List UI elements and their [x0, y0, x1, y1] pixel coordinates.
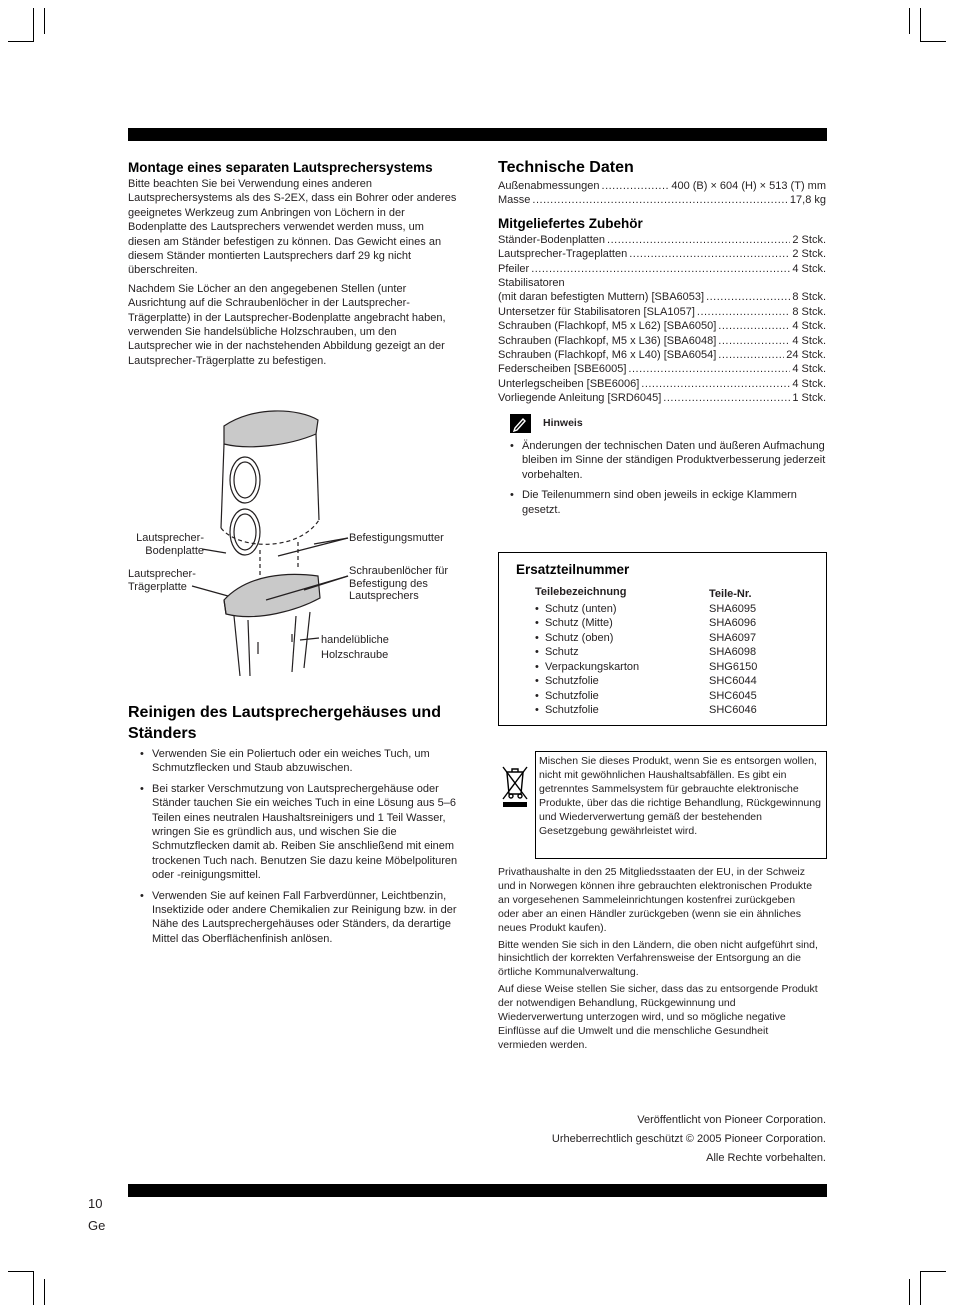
copyright-line: Urheberrechtlich geschützt © 2005 Pioneer Corporation.: [551, 1133, 826, 1145]
clean-section: [128, 702, 463, 952]
speaker-mount-figure: [128, 410, 468, 690]
clean-heading: Reinigen des Lautsprechergehäuses und Ständers: [128, 704, 441, 742]
page-language: Ge: [88, 1218, 106, 1233]
page-number: 10: [88, 1196, 103, 1211]
label-traegerplatte: Lautsprecher- Trägerplatte: [128, 568, 196, 593]
accessory-row: Schrauben (Flachkopf, M5 x L36) [SBA6048] ..... 4 Stck.: [498, 334, 826, 348]
weee-box: [535, 751, 827, 859]
parts-row: • Schutz SHA6098: [535, 646, 757, 658]
parts-col-no: Teile-Nr.: [709, 588, 752, 600]
note-section: [498, 414, 828, 523]
mount-heading: Montage eines separaten Lautsprechersystems: [128, 160, 433, 175]
accessories-heading: Mitgeliefertes Zubehör: [498, 215, 643, 231]
disposal-section: [498, 866, 818, 1057]
note-title: Hinweis: [543, 417, 583, 430]
parts-row: • Verpackungskarton SHG6150: [535, 660, 758, 673]
publisher-line: Veröffentlicht von Pioneer Corporation.: [637, 1114, 826, 1126]
rights-line: Alle Rechte vorbehalten.: [706, 1152, 826, 1164]
parts-table: [535, 585, 757, 718]
accessory-row: Ständer-Bodenplatten ..... 2 Stck.: [498, 233, 826, 247]
note-item: • Änderungen der technischen Daten und äußeren Aufmachung bleiben im Sinne der ständigen Produktverbesserung jederzeit vorbehalten.: [498, 439, 828, 482]
parts-row: • Schutz (Mitte) SHA6096: [535, 617, 757, 629]
accessory-row: Vorliegende Anleitung [SRD6045] ..... 1 Stck.: [498, 391, 826, 405]
parts-heading: Ersatzteilnummer: [516, 562, 630, 577]
parts-row: • Schutz (unten) SHA6095: [535, 602, 757, 615]
mount-section: [128, 159, 458, 372]
clean-item: • Bei starker Verschmutzung von Lautsprechergehäuse oder Ständer tauchen Sie ein weiches Tuch in eine Lösung aus 5–6 Teilen eines neutralen Haushaltsreinigers und 1 Teil Wasser, wringen Sie es gründlich aus, und wischen Sie die Schmutzflecken damit ab. Reiben Sie anschließend mit einem trockenen Tuch nach. Benutzen Sie dazu keine Möbelpolituren oder -reinigungsmittel.: [128, 782, 463, 883]
accessory-row: Federscheiben [SBE6005] ..... 4 Stck.: [498, 362, 826, 376]
accessory-row: Stabilisatoren: [498, 277, 565, 290]
weee-text: Mischen Sie dieses Produkt, wenn Sie es entsorgen wollen, nicht mit gewöhnlichen Haushaltsabfällen. Es gibt ein getrenntes Sammelsystem für gebrauchte elektronische Produkte, über das die richtige Behandlung, Rückgewinnung und Wiederverwertung gemäß der bestehenden Gesetzgebung gewährleistet wird.: [539, 755, 821, 837]
accessory-row: Pfeiler ..... 4 Stck.: [498, 262, 826, 276]
clean-list: [128, 747, 463, 946]
disposal-paragraph: Auf diese Weise stellen Sie sicher, dass das zu entsorgende Produkt der notwendigen Behandlung, Rückgewinnung und Wiederverwertung unterzogen wird, und so mögliche negative Einflüsse auf die Umwelt und die menschliche Gesundheit vermieden werden.: [498, 983, 818, 1051]
label-befestigungsmutter: Befestigungsmutter: [349, 532, 444, 544]
disposal-paragraph: Bitte wenden Sie sich in den Ländern, die oben nicht aufgeführt sind, hinsichtlich der korrekten Verfahrensweise der Entsorgung an die örtliche Kommunalverwaltung.: [498, 938, 818, 979]
parts-row: • Schutzfolie SHC6046: [535, 704, 757, 716]
mount-paragraph-2: Nachdem Sie Löcher an den angegebenen Stellen (unter Ausrichtung auf die Schraubenlöcher in der Lautsprecher-Trägerplatte) in der Lautsprecher-Bodenplatte angebracht haben, verwenden Sie handelsübliche Holzschrauben, um den Lautsprecher wie in der nachstehenden Abbildung gezeigt an der Lautsprecher-Trägerplatte zu befestigen.: [128, 282, 446, 367]
clean-item: • Verwenden Sie ein Poliertuch oder ein weiches Tuch, um Schmutzflecken und Staub abzuwischen.: [128, 747, 463, 776]
top-rule: [128, 128, 827, 141]
note-list: [498, 439, 828, 517]
label-schraubenloecher: Schraubenlöcher für Befestigung des Lautsprechers: [349, 565, 449, 602]
note-pencil-icon: [510, 414, 531, 433]
accessory-row: (mit daran befestigten Muttern) [SBA6053] ..... 8 Stck.: [498, 290, 826, 304]
accessory-row: Schrauben (Flachkopf, M5 x L62) [SBA6050] ..... 4 Stck.: [498, 319, 826, 333]
mount-paragraph-1: Bitte beachten Sie bei Verwendung eines anderen Lautsprechersystems als des S-2EX, dass ein Bohrer oder anderes geeignetes Werkzeug zum Anbringen von Löchern in der Bodenplatte des Lautsprechers verwendet werden muss, um diesen am Ständer befestigen zu können. Das Gewicht eines an diesem Ständer montierten Lautsprechers darf 29 kg nicht überschreiten.: [128, 178, 457, 277]
accessory-row: Untersetzer für Stabilisatoren [SLA1057] ..... 8 Stck.: [498, 305, 826, 319]
accessory-row: Unterlegscheiben [SBE6006] ..... 4 Stck.: [498, 377, 826, 391]
tech-heading: Technische Daten: [498, 159, 634, 176]
parts-col-name: Teilebezeichnung: [535, 586, 627, 598]
tech-section: [498, 157, 826, 406]
disposal-paragraph: Privathaushalte in den 25 Mitgliedsstaaten der EU, in der Schweiz und in Norwegen können ihre gebrauchten elektronischen Produkte an vorgesehenen Sammeleinrichtungen kostenfrei zurückgeben oder aber an einen Händler zurückgeben (wenn sie ein ähnliches neues Produkt kaufen).: [498, 866, 813, 934]
publisher-block: [480, 1111, 826, 1168]
parts-row: • Schutz (oben) SHA6097: [535, 631, 757, 644]
bottom-rule: [128, 1184, 827, 1197]
label-bodenplatte: Lautsprecher- Bodenplatte: [136, 532, 204, 557]
parts-row: • Schutzfolie SHC6044: [535, 675, 757, 687]
spec-row: Außenabmessungen ..... 400 (B) × 604 (H) × 513 (T) mm: [498, 179, 826, 193]
clean-item: • Verwenden Sie auf keinen Fall Farbverdünner, Leichtbenzin, Insektizide oder andere Chemikalien zur Reinigung bzw. in der Nähe des Lautsprechergehäuses oder Ständers, da derartige Mittel das Oberflächenfinish anlösen.: [128, 889, 463, 947]
note-item: • Die Teilenummern sind oben jeweils in eckige Klammern gesetzt.: [498, 488, 828, 517]
parts-box: [498, 552, 827, 726]
weee-bin-icon: [500, 764, 530, 808]
spec-row: Masse ..... 17,8 kg: [498, 193, 826, 207]
parts-row: • Schutzfolie SHC6045: [535, 689, 757, 702]
accessory-row: Lautsprecher-Trageplatten ..... 2 Stck.: [498, 247, 826, 261]
label-holzschraube: handelübliche Holzschraube: [321, 634, 389, 661]
accessory-row: Schrauben (Flachkopf, M6 x L40) [SBA6054] ..... 24 Stck.: [498, 348, 826, 362]
